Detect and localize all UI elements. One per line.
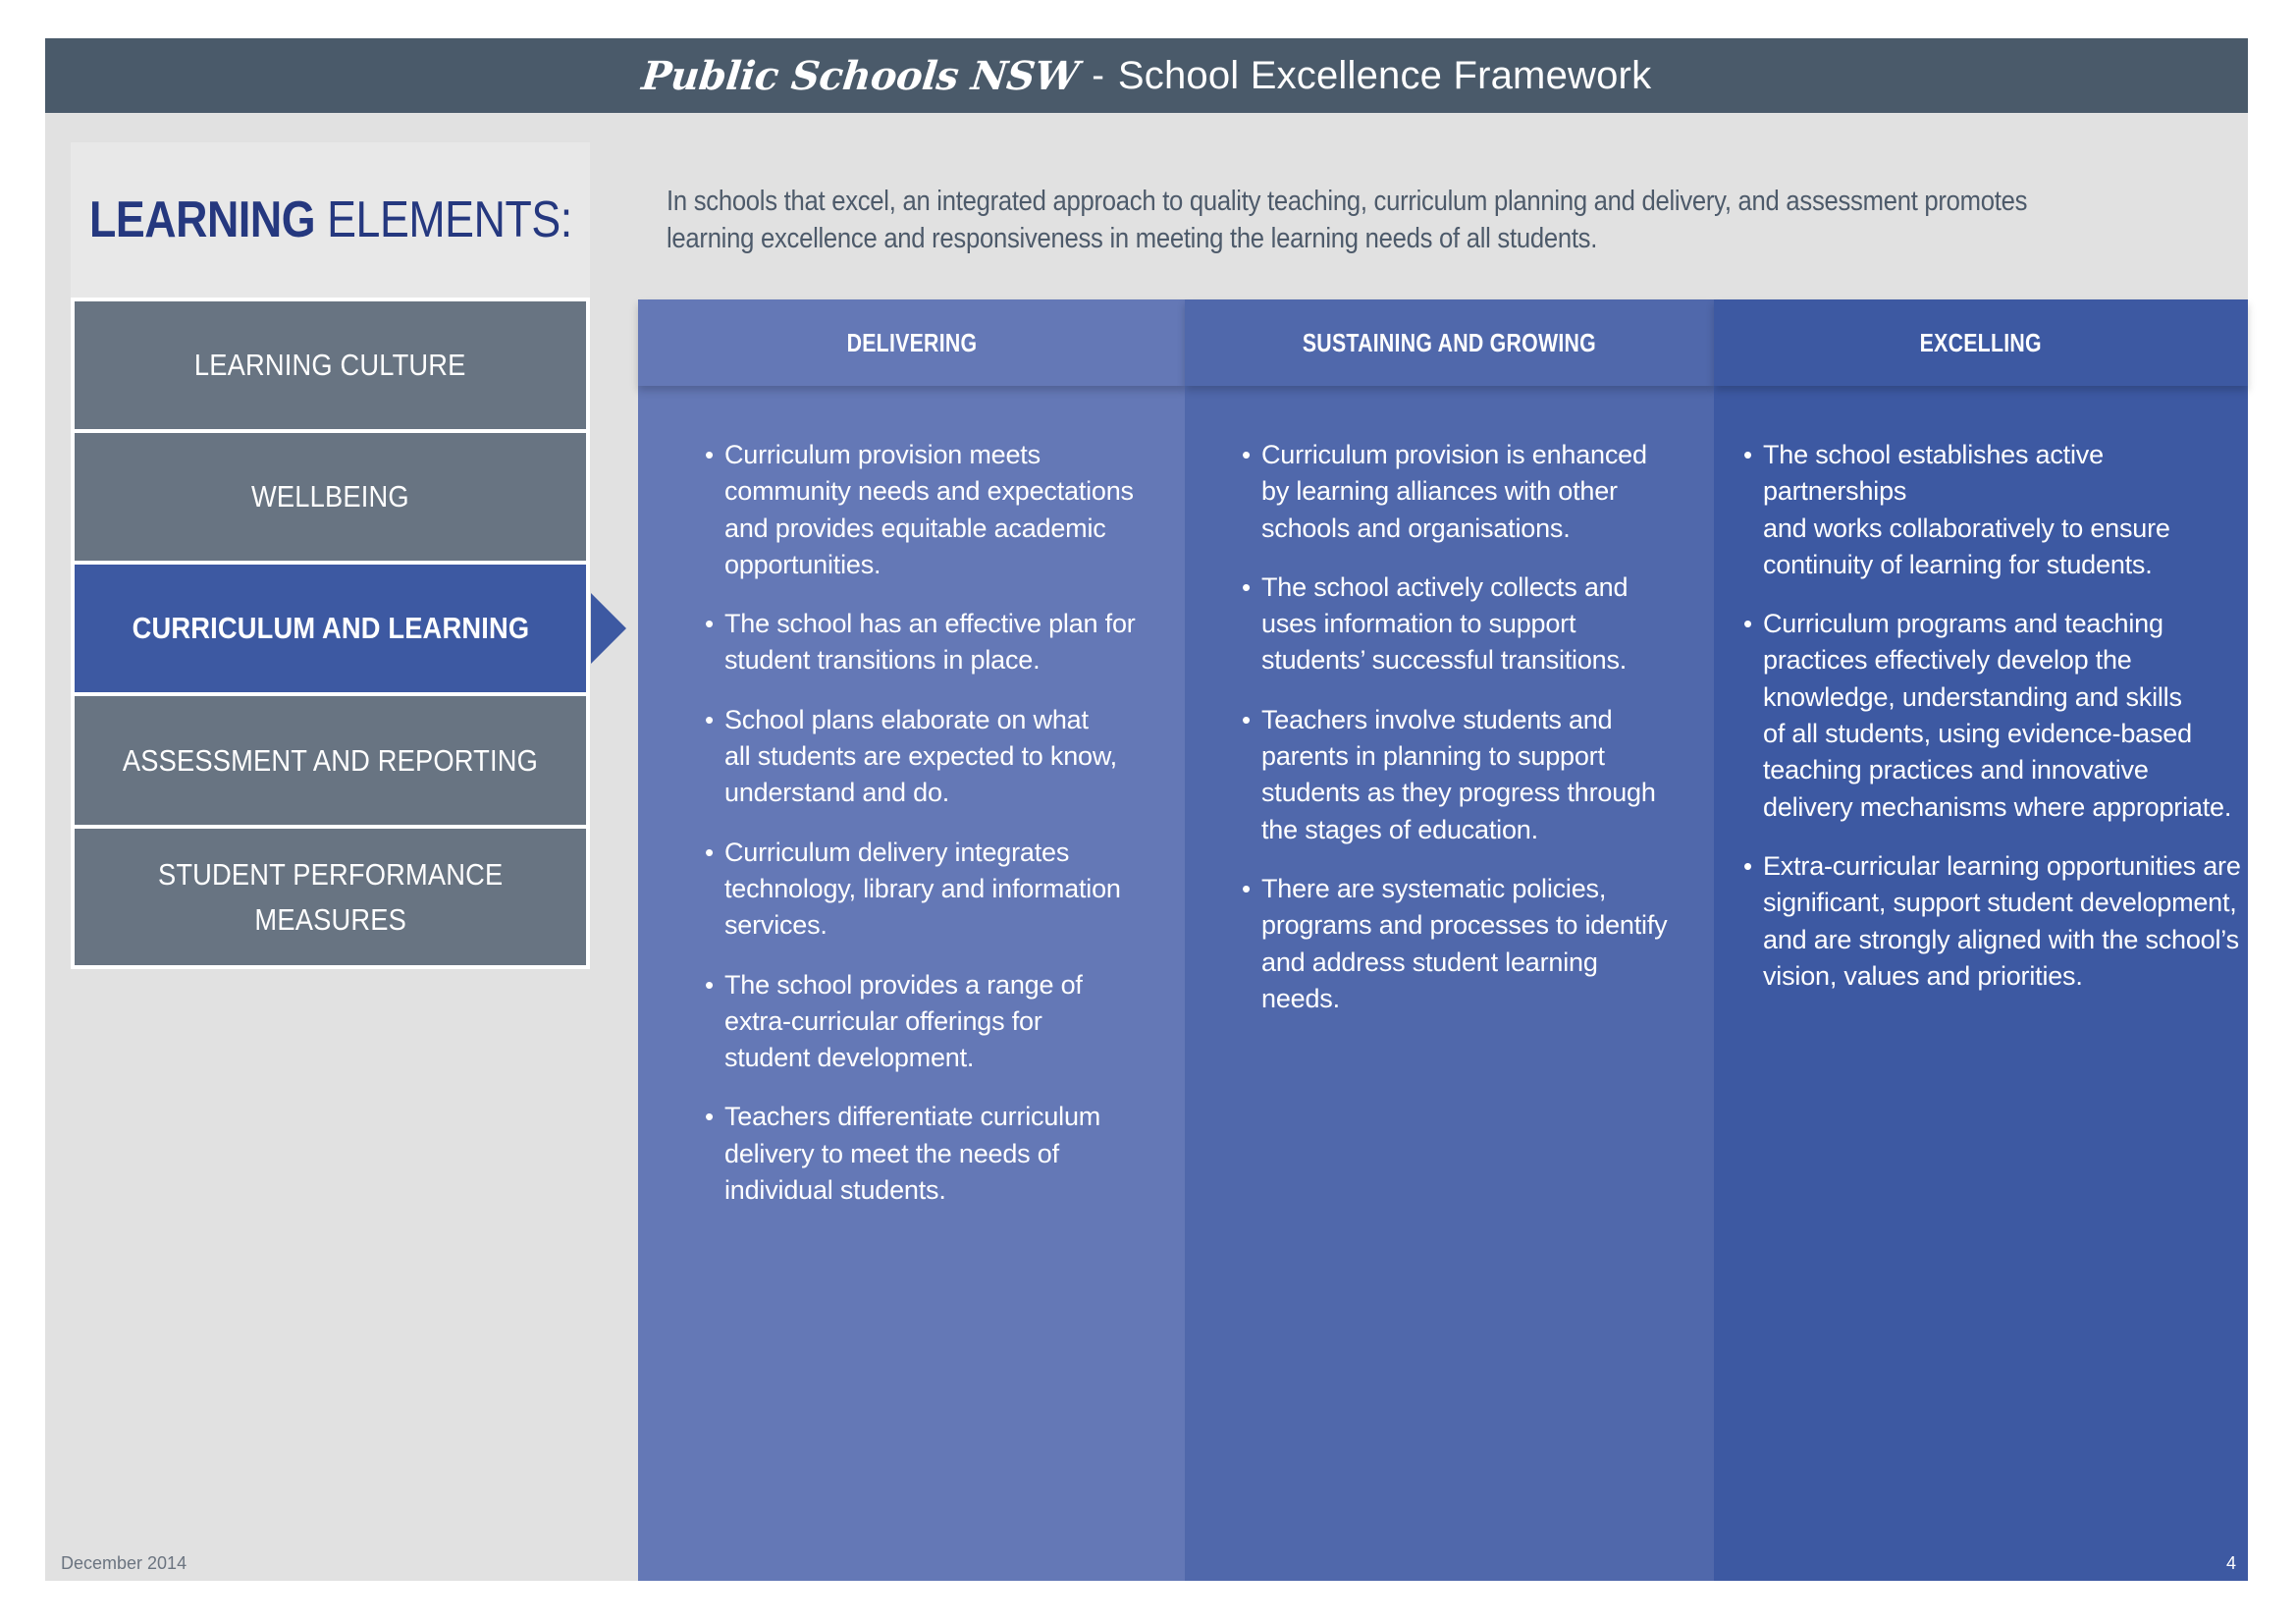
bullet-list [705, 437, 1166, 1231]
learning-elements-title [89, 190, 572, 249]
element-item-assessment-and-reporting[interactable] [75, 696, 586, 825]
footer-date: December 2014 [61, 1553, 187, 1573]
header-bar [45, 38, 2248, 113]
active-pointer-arrow-icon [591, 593, 626, 664]
column-heading [638, 299, 1185, 386]
bullet-item: • Teachers involve students and parents in planning to support students as they progress through the stages of education. [1242, 702, 1703, 848]
column-sustaining-and-growing [1185, 299, 1714, 1581]
column-heading [1185, 299, 1714, 386]
bullet-item: • School plans elaborate on what all students are expected to know, understand and do. [705, 702, 1166, 812]
bullet-item: • Curriculum provision is enhanced by learning alliances with other schools and organisations. [1242, 437, 1703, 547]
bullet-item: • The school has an effective plan for student transitions in place. [705, 606, 1166, 679]
bullet-item: • Extra-curricular learning opportunities are significant, support student development, and are strongly aligned with the school’s vision, values and priorities. [1743, 848, 2244, 995]
element-item-label: ASSESSMENT AND REPORTING [122, 742, 539, 778]
element-item-learning-culture[interactable] [75, 301, 586, 429]
title-rest-part: ELEMENTS: [314, 191, 572, 248]
element-item-curriculum-and-learning[interactable] [75, 565, 586, 692]
header-separator: - [1092, 54, 1104, 96]
column-heading-text: EXCELLING [1919, 327, 2043, 357]
bullet-item: • There are systematic policies, programs and processes to identify and address student learning needs. [1242, 871, 1703, 1017]
element-item-wellbeing[interactable] [75, 433, 586, 561]
column-heading [1714, 299, 2248, 386]
brand-logo-text: Public Schools NSW [639, 52, 1081, 99]
bullet-item: • Curriculum provision meets community needs and expectations and provides equitable academic opportunities. [705, 437, 1166, 583]
element-nav [71, 298, 590, 969]
title-bold-part: LEARNING [88, 191, 315, 248]
label-line-2: MEASURES [254, 901, 406, 937]
intro-line-2: learning excellence and responsiveness in meeting the learning needs of all students. [667, 223, 1598, 254]
element-item-label [158, 852, 503, 943]
intro-paragraph [667, 183, 2139, 257]
label-line-1: STUDENT PERFORMANCE [157, 856, 504, 892]
intro-line-1: In schools that excel, an integrated approach to quality teaching, curriculum planning and delivery, and assessment promotes [667, 186, 2028, 217]
bullet-item: • The school establishes active partnerships and works collaboratively to ensure continuity of learning for students. [1743, 437, 2244, 583]
header-title: School Excellence Framework [1117, 53, 1652, 97]
bullet-item: • The school provides a range of extra-curricular offerings for student development. [705, 967, 1166, 1077]
bullet-list [1743, 437, 2244, 1017]
bullet-item: • Curriculum programs and teaching practices effectively develop the knowledge, understanding and skills of all students, using evidence-based teaching practices and innovative delivery mechanisms where appropriate. [1743, 606, 2244, 826]
element-item-label: LEARNING CULTURE [194, 348, 466, 382]
element-item-label: CURRICULUM AND LEARNING [132, 611, 529, 645]
column-heading-text: SUSTAINING AND GROWING [1302, 327, 1597, 357]
bullet-item: • Curriculum delivery integrates technology, library and information services. [705, 835, 1166, 945]
page-number: 4 [2226, 1553, 2237, 1573]
bullet-list [1242, 437, 1703, 1040]
element-item-student-performance-measures[interactable] [75, 829, 586, 965]
column-excelling [1714, 299, 2248, 1581]
element-item-label: WELLBEING [251, 479, 409, 514]
bullet-item: • The school actively collects and uses information to support students’ successful transitions. [1242, 569, 1703, 679]
column-heading-text: DELIVERING [846, 327, 977, 357]
learning-elements-title-box [71, 142, 590, 298]
bullet-item: • Teachers differentiate curriculum delivery to meet the needs of individual students. [705, 1099, 1166, 1209]
column-delivering [638, 299, 1185, 1581]
